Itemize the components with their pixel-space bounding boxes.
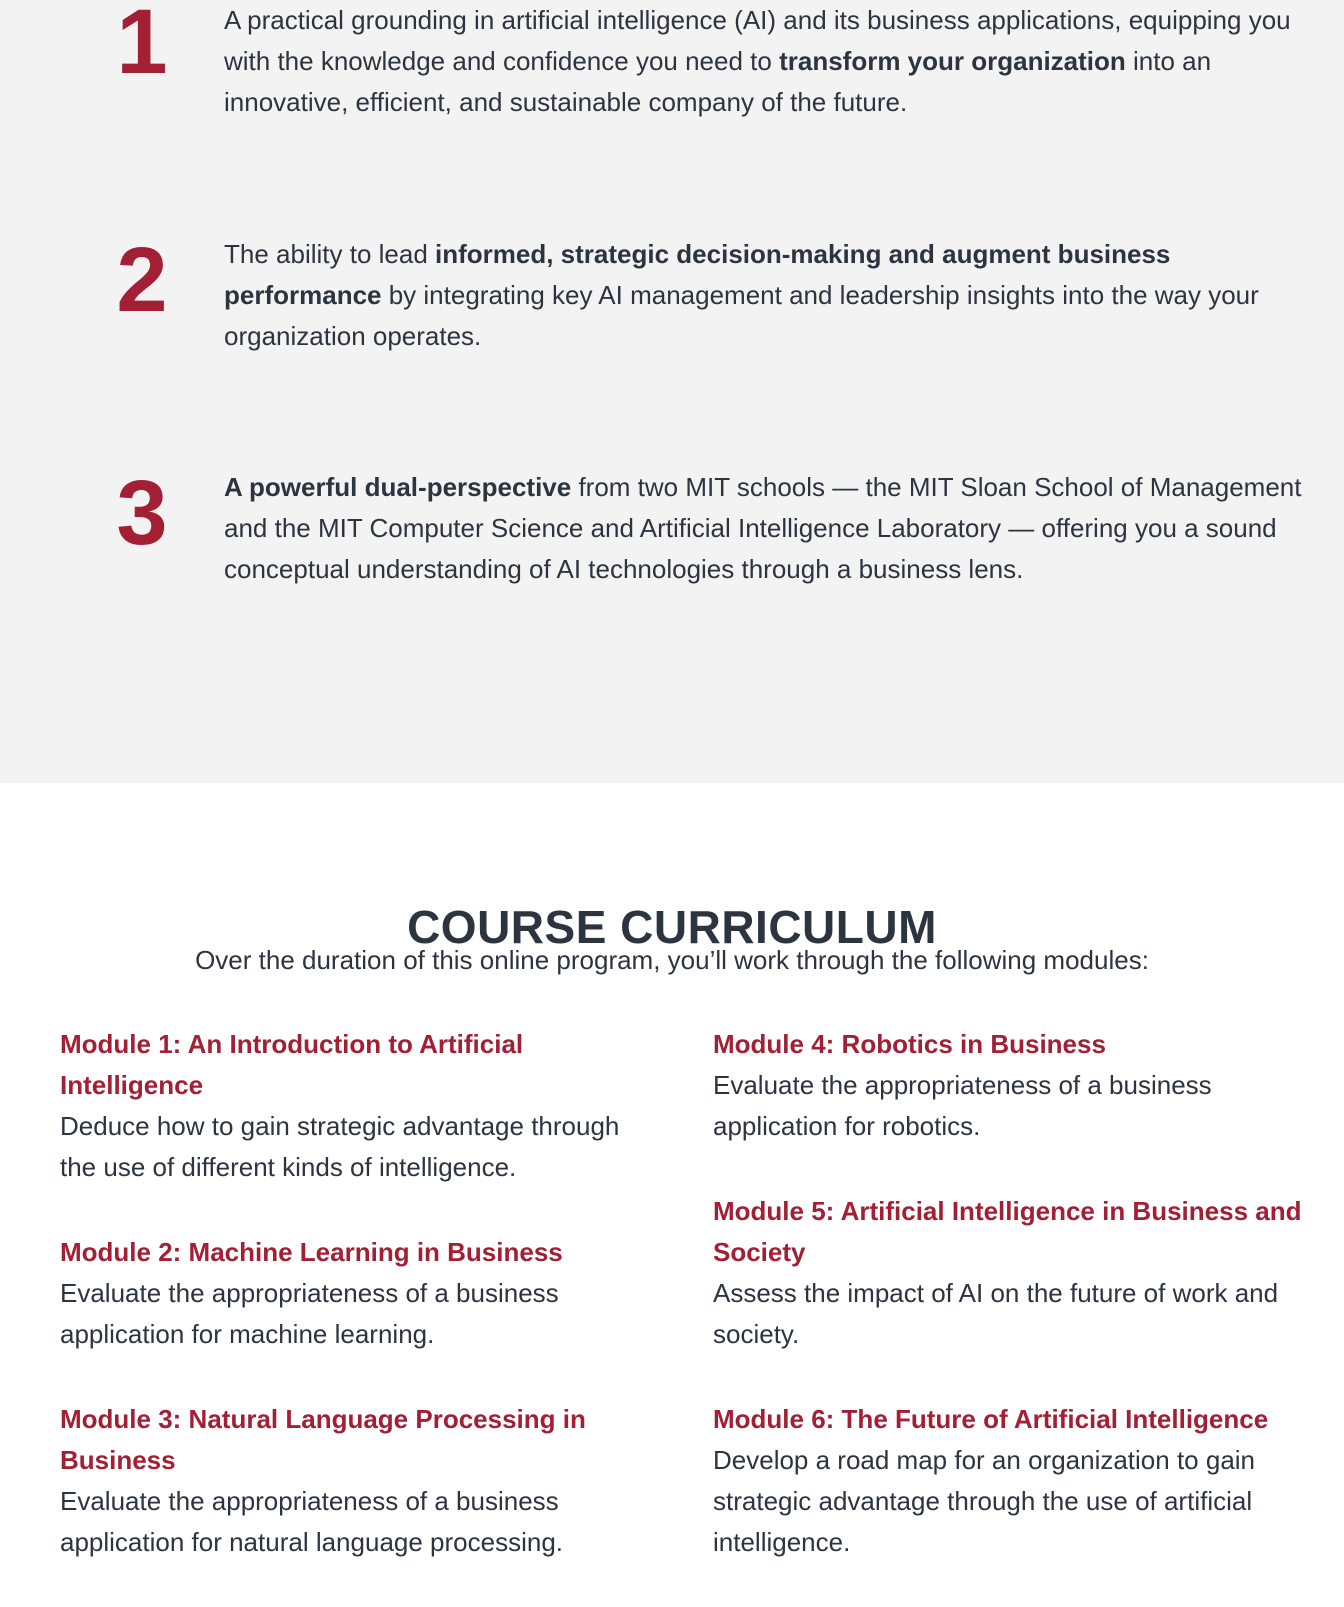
module-item-4 [713,1024,1323,1147]
module-title[interactable]: Module 5: Artificial Intelligence in Business and Society [713,1196,1302,1267]
modules-left-column [60,1024,640,1607]
benefits-section [0,0,1344,783]
module-description: Evaluate the appropriateness of a business application for natural language processing. [60,1486,564,1557]
benefit-text-part: A practical grounding in artificial intelligence (AI) and its business applications, equipping you with the knowledge and confidence you need to [224,5,1291,76]
benefit-text-part: from two MIT schools — the MIT Sloan School of Management and the MIT Computer Science and Artificial Intelligence Laboratory — offering you a sound conceptual understanding of AI technologies through a business lens. [224,472,1302,584]
module-description: Deduce how to gain strategic advantage through the use of different kinds of intelligence. [60,1111,620,1182]
benefit-text-bold: A powerful dual-perspective [224,472,572,502]
benefit-text [224,467,1304,590]
module-item-2 [60,1232,640,1355]
module-description: Assess the impact of AI on the future of work and society. [713,1278,1279,1349]
module-title[interactable]: Module 6: The Future of Artificial Intelligence [713,1404,1269,1434]
benefit-text [224,234,1304,357]
module-description: Evaluate the appropriateness of a business application for machine learning. [60,1278,559,1349]
curriculum-subtitle: Over the duration of this online program, you’ll work through the following modules: [195,945,1149,975]
module-title[interactable]: Module 3: Natural Language Processing in Business [60,1404,586,1475]
modules-right-column [713,1024,1323,1607]
module-item-1 [60,1024,640,1188]
module-item-5 [713,1191,1323,1355]
benefit-number: 2 [116,229,168,331]
benefit-text [224,0,1304,123]
module-item-6 [713,1399,1323,1563]
benefit-text-bold: transform your organization [779,46,1126,76]
module-title[interactable]: Module 4: Robotics in Business [713,1029,1106,1059]
benefit-number: 3 [116,462,168,564]
module-title[interactable]: Module 2: Machine Learning in Business [60,1237,563,1267]
benefit-text-bold: informed, strategic decision-making and augment business performance [224,239,1171,310]
benefit-number: 1 [116,0,168,93]
benefit-text-part: The ability to lead [224,239,436,269]
benefit-text-part: into an innovative, efficient, and sustainable company of the future. [224,46,1212,117]
module-item-3 [60,1399,640,1563]
module-title[interactable]: Module 1: An Introduction to Artificial Intelligence [60,1029,524,1100]
module-description: Develop a road map for an organization to gain strategic advantage through the use of artificial intelligence. [713,1445,1256,1557]
module-description: Evaluate the appropriateness of a business application for robotics. [713,1070,1212,1141]
benefit-text-part: by integrating key AI management and leadership insights into the way your organization operates. [224,280,1259,351]
curriculum-title: COURSE CURRICULUM [407,901,937,954]
